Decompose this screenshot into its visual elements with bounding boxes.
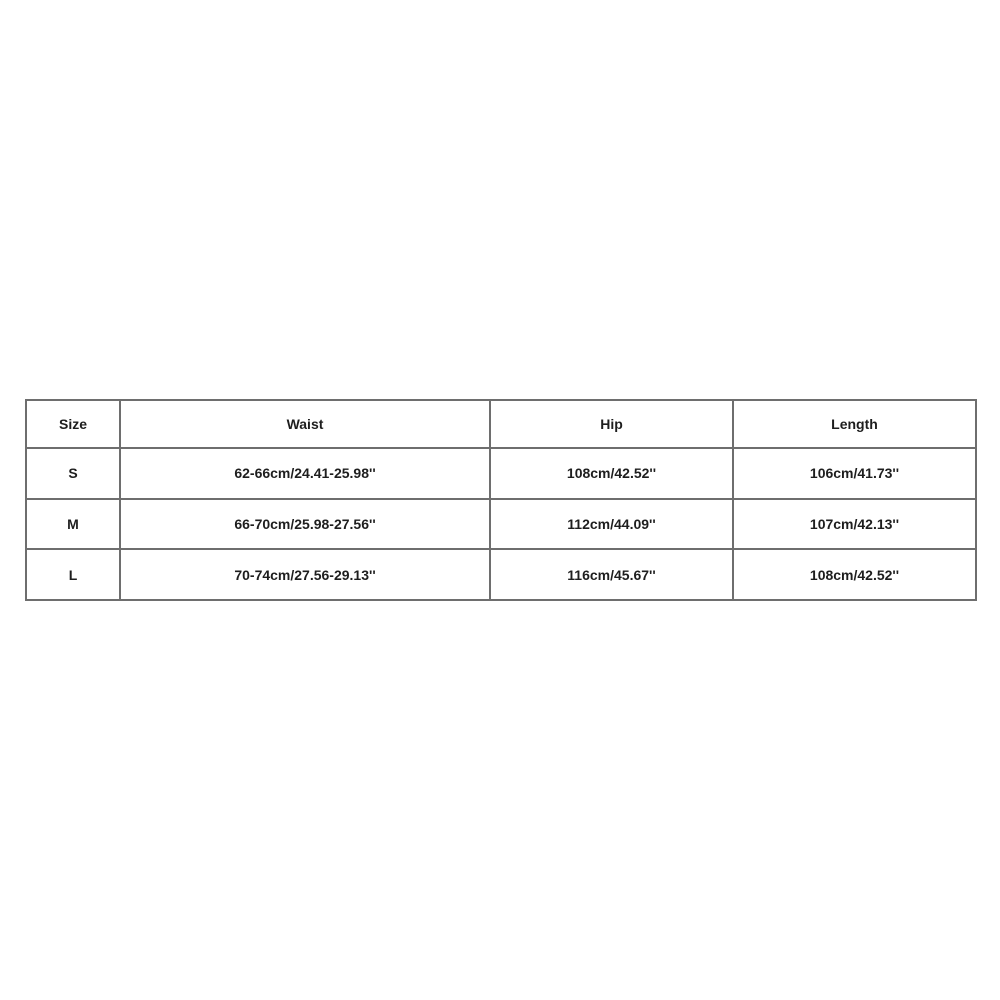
- cell-hip: 108cm/42.52'': [490, 448, 733, 499]
- cell-waist: 66-70cm/25.98-27.56'': [120, 499, 490, 550]
- cell-length: 108cm/42.52'': [733, 549, 976, 600]
- cell-length: 106cm/41.73'': [733, 448, 976, 499]
- cell-size: S: [26, 448, 120, 499]
- cell-size: M: [26, 499, 120, 550]
- cell-hip: 112cm/44.09'': [490, 499, 733, 550]
- header-size: Size: [26, 400, 120, 448]
- cell-size: L: [26, 549, 120, 600]
- table-row: [26, 448, 976, 499]
- header-row: [26, 400, 976, 448]
- table-row: [26, 499, 976, 550]
- size-chart-table: [25, 399, 977, 601]
- table-row: [26, 549, 976, 600]
- cell-length: 107cm/42.13'': [733, 499, 976, 550]
- header-waist: Waist: [120, 400, 490, 448]
- cell-waist: 62-66cm/24.41-25.98'': [120, 448, 490, 499]
- header-length: Length: [733, 400, 976, 448]
- cell-waist: 70-74cm/27.56-29.13'': [120, 549, 490, 600]
- header-hip: Hip: [490, 400, 733, 448]
- cell-hip: 116cm/45.67'': [490, 549, 733, 600]
